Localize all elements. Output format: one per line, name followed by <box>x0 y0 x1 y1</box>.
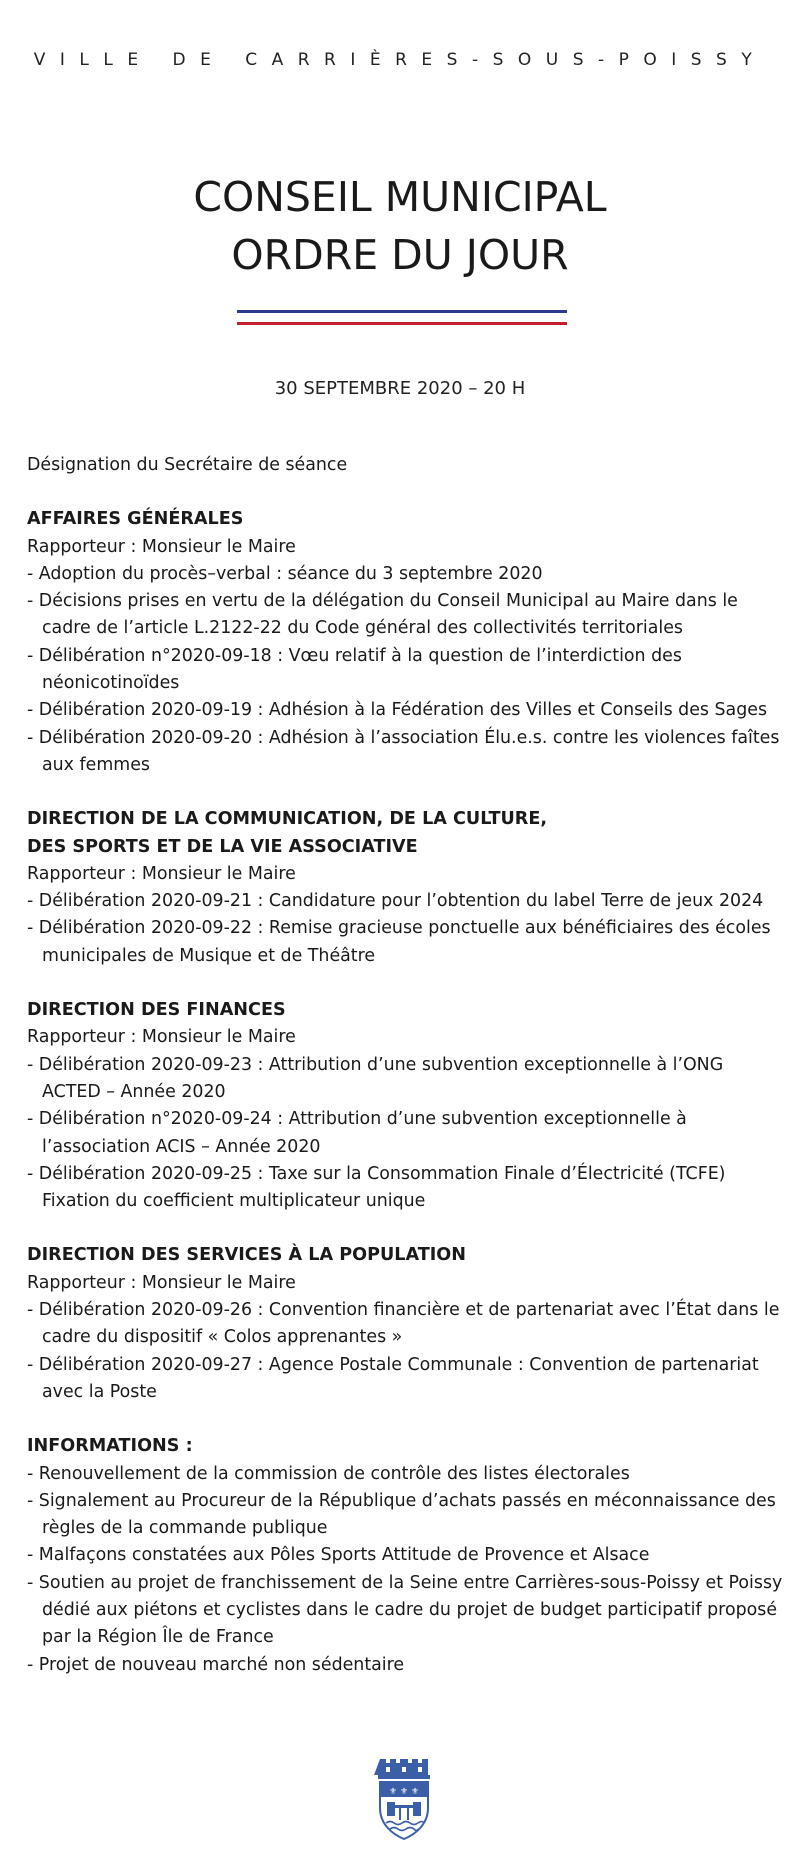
agenda-item: - Soutien au projet de franchissement de la Seine entre Carrières-sous-Poissy et Poissy dédié aux piétons et cyclistes dans le cadre du projet de budget participatif proposé par la Région Île de France <box>27 1572 783 1648</box>
meeting-date: 30 SEPTEMBRE 2020 – 20 H <box>274 378 526 399</box>
section-title: DIRECTION DE LA COMMUNICATION, DE LA CULTURE, <box>27 809 548 830</box>
agenda-item: - Renouvellement de la commission de contrôle des listes électorales <box>27 1463 630 1484</box>
agenda-item: - Délibération 2020-09-25 : Taxe sur la Consommation Finale d’Électricité (TCFE) Fixation du coefficient multiplicateur unique <box>27 1163 726 1212</box>
title-line-2: ORDRE DU JOUR <box>231 231 569 279</box>
section-title: DIRECTION DES SERVICES À LA POPULATION <box>27 1245 466 1266</box>
agenda-item: - Adoption du procès–verbal : séance du 3 septembre 2020 <box>27 563 543 584</box>
agenda-item: - Signalement au Procureur de la République d’achats passés en méconnaissance des règles de la commande publique <box>27 1490 776 1539</box>
agenda-item: - Délibération 2020-09-22 : Remise gracieuse ponctuelle aux bénéficiaires des écoles municipales de Musique et de Théâtre <box>27 918 771 966</box>
secretary-designation: Désignation du Secrétaire de séance <box>27 455 348 475</box>
city-name-header: VILLE DE CARRIÈRES-SOUS-POISSY <box>33 50 767 70</box>
section-title: DIRECTION DES FINANCES <box>27 1000 286 1021</box>
agenda-item: - Délibération 2020-09-20 : Adhésion à l’association Élu.e.s. contre les violences faîtes aux femmes <box>27 727 780 775</box>
agenda-section <box>27 506 787 779</box>
agenda-item: - Décisions prises en vertu de la délégation du Conseil Municipal au Maire dans le cadre de l’article L.2122-22 du Code général des collectivités territoriales <box>27 591 738 639</box>
agenda-item: - Délibération 2020-09-19 : Adhésion à la Fédération des Villes et Conseils des Sages <box>27 700 768 721</box>
section-rapporteur: Rapporteur : Monsieur le Maire <box>27 1272 296 1293</box>
agenda-content <box>27 452 787 1706</box>
agenda-item: - Projet de nouveau marché non sédentaire <box>27 1654 405 1675</box>
agenda-item: - Délibération n°2020-09-24 : Attribution d’une subvention exceptionnelle à l’association ACIS – Année 2020 <box>27 1109 687 1157</box>
city-coat-of-arms-icon <box>374 1755 434 1841</box>
agenda-item: - Malfaçons constatées aux Pôles Sports Attitude de Provence et Alsace <box>27 1545 650 1566</box>
section-rapporteur: Rapporteur : Monsieur le Maire <box>27 536 296 557</box>
agenda-item: - Délibération n°2020-09-18 : Vœu relatif à la question de l’interdiction des néonicotinoïdes <box>27 645 682 694</box>
svg-text:⚜: ⚜ <box>411 1787 420 1797</box>
svg-text:⚜: ⚜ <box>400 1787 409 1797</box>
agenda-item: - Délibération 2020-09-21 : Candidature pour l’obtention du label Terre de jeux 2024 <box>27 891 764 912</box>
agenda-item: - Délibération 2020-09-23 : Attribution d’une subvention exceptionnelle à l’ONG ACTED – Année 2020 <box>27 1054 724 1102</box>
divider-red-line <box>237 322 567 325</box>
agenda-sections <box>27 506 787 1679</box>
tricolor-divider <box>237 310 567 325</box>
agenda-section <box>27 1433 787 1679</box>
agenda-section <box>27 997 787 1215</box>
agenda-item: - Délibération 2020-09-26 : Convention financière et de partenariat avec l’État dans le cadre du dispositif « Colos apprenantes » <box>27 1300 780 1348</box>
section-rapporteur: Rapporteur : Monsieur le Maire <box>27 863 296 884</box>
agenda-section <box>27 806 787 970</box>
section-title: INFORMATIONS : <box>27 1436 193 1457</box>
title-line-1: CONSEIL MUNICIPAL <box>193 173 607 221</box>
section-rapporteur: Rapporteur : Monsieur le Maire <box>27 1027 296 1048</box>
page-title <box>0 168 800 284</box>
section-title: DES SPORTS ET DE LA VIE ASSOCIATIVE <box>27 836 418 857</box>
agenda-section <box>27 1242 787 1406</box>
svg-text:⚜: ⚜ <box>389 1787 398 1797</box>
section-title: AFFAIRES GÉNÉRALES <box>27 509 244 530</box>
agenda-item: - Délibération 2020-09-27 : Agence Postale Communale : Convention de partenariat avec la Poste <box>27 1354 759 1402</box>
